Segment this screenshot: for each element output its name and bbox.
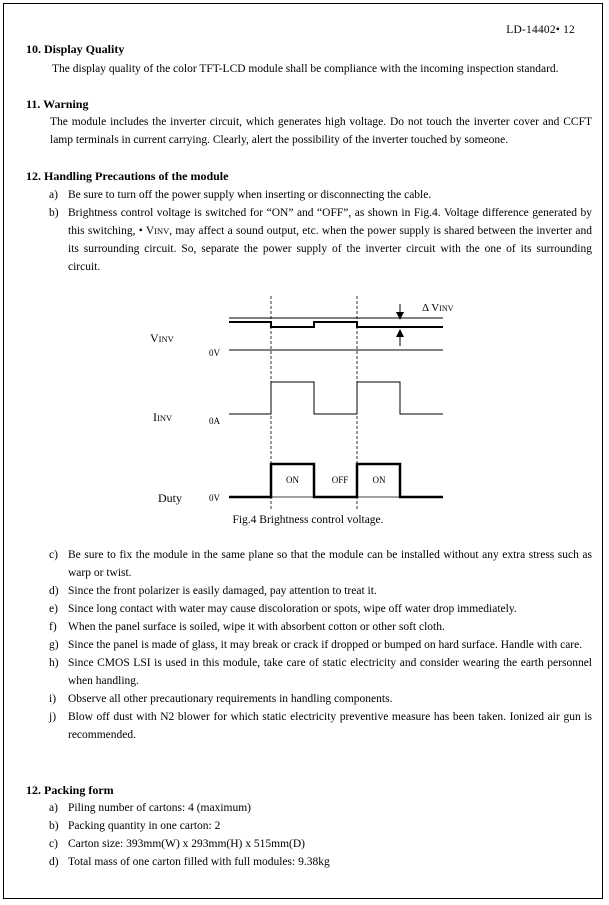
duty-zero-label: 0V: [209, 493, 220, 503]
list-item: [48, 799, 592, 817]
duty-off-label: OFF: [331, 475, 349, 485]
list-marker: h): [49, 657, 59, 669]
list-item: [48, 204, 592, 276]
section-text-warning: The module includes the inverter circuit, which generates high voltage. Do not touch the inverter cover and CCFT lamp terminals in current carrying. Clearly, alert the possibility of the inverter touched by someone.: [50, 116, 592, 146]
vinv-waveform: [229, 322, 443, 327]
list-item: [48, 853, 592, 871]
list-item-text: Observe all other precautionary requirements in handling components.: [68, 693, 393, 705]
delta-arrow-head: [396, 312, 404, 320]
list-item-text: Since long contact with water may cause discoloration or spots, wipe off water drop immediately.: [68, 603, 517, 615]
duty-on-label: ON: [372, 475, 386, 485]
list-item: [48, 618, 592, 636]
list-item-text: Since CMOS LSI is used in this module, take care of static electricity and consider wearing the earth personnel when handling.: [68, 657, 592, 687]
vinv-label: VINV: [150, 331, 174, 345]
list-marker: a): [49, 189, 58, 201]
section-title-packing: 12. Packing form: [26, 783, 114, 797]
iinv-zero-label: 0A: [209, 416, 220, 426]
duty-label: Duty: [158, 491, 182, 505]
vinv-subscript: INV: [154, 226, 170, 236]
list-item: [48, 708, 592, 744]
list-marker: c): [49, 838, 58, 850]
list-item-text-pre: Brightness control voltage is switched for “ON” and “OFF”, as shown in Fig.4. Voltage difference generated by this switching, • V: [68, 207, 592, 237]
list-item: [48, 817, 592, 835]
section-text-display-quality: The display quality of the color TFT-LCD module shall be compliance with the incoming inspection standard.: [52, 63, 559, 75]
list-marker: c): [49, 549, 58, 561]
iinv-label: IINV: [153, 410, 173, 424]
vinv-zero-label: 0V: [209, 348, 220, 358]
handling-list-bottom: [48, 546, 592, 744]
list-item-text: Piling number of cartons: 4 (maximum): [68, 802, 252, 814]
list-marker: d): [49, 585, 59, 597]
handling-list-top: [48, 186, 592, 276]
list-item-text: When the panel surface is soiled, wipe it with absorbent cotton or other soft cloth.: [68, 621, 445, 633]
list-item: [48, 654, 592, 690]
list-item-text: Total mass of one carton filled with full modules: 9.38kg: [68, 856, 330, 868]
list-marker: f): [49, 621, 57, 633]
list-item: [48, 690, 592, 708]
duty-on-label: ON: [286, 475, 299, 485]
list-item: [48, 835, 592, 853]
list-marker: b): [49, 820, 59, 832]
list-item-text: Since the panel is made of glass, it may break or crack if dropped or bumped on hard surface. Handle with care.: [68, 639, 583, 651]
list-marker: a): [49, 802, 58, 814]
list-item: [48, 546, 592, 582]
list-item: [48, 186, 592, 204]
list-item-text: Since the front polarizer is easily damaged, pay attention to treat it.: [68, 585, 377, 597]
list-marker: d): [49, 856, 59, 868]
list-item: [48, 636, 592, 654]
packing-list: [48, 799, 592, 871]
delta-vinv-label: Δ VINV: [422, 302, 454, 314]
delta-arrow-head: [396, 329, 404, 337]
list-marker: i): [49, 693, 57, 705]
figure-caption: Fig.4 Brightness control voltage.: [232, 514, 384, 526]
document-number: LD-14402• 12: [506, 24, 575, 36]
list-marker: j): [49, 711, 57, 723]
list-marker: e): [49, 603, 58, 615]
brightness-control-figure: [0, 290, 609, 532]
list-item-text: Be sure to turn off the power supply when inserting or disconnecting the cable.: [68, 189, 432, 201]
list-item-text: Be sure to fix the module in the same plane so that the module can be installed without any extra stress such as warp or twist.: [68, 549, 592, 579]
list-item: [48, 600, 592, 618]
list-item-text: Carton size: 393mm(W) x 293mm(H) x 515mm(D): [68, 838, 305, 850]
iinv-waveform: [229, 382, 443, 414]
section-title-warning: 11. Warning: [26, 97, 89, 111]
list-item-text: Blow off dust with N2 blower for which static electricity preventive measure has been taken. Ionized air gun is recommended.: [68, 711, 592, 741]
list-item-text: Packing quantity in one carton: 2: [68, 820, 221, 832]
list-item-text-post: , may affect a sound output, etc. when the power supply is shared between the inverter and its surrounding circuit. So, separate the power supply of the inverter circuit with the one of its surrounding circuit.: [68, 225, 592, 273]
section-title-handling: 12. Handling Precautions of the module: [26, 169, 229, 183]
list-marker: b): [49, 207, 59, 219]
list-item: [48, 582, 592, 600]
list-marker: g): [49, 639, 59, 651]
section-title-display-quality: 10. Display Quality: [26, 42, 125, 56]
